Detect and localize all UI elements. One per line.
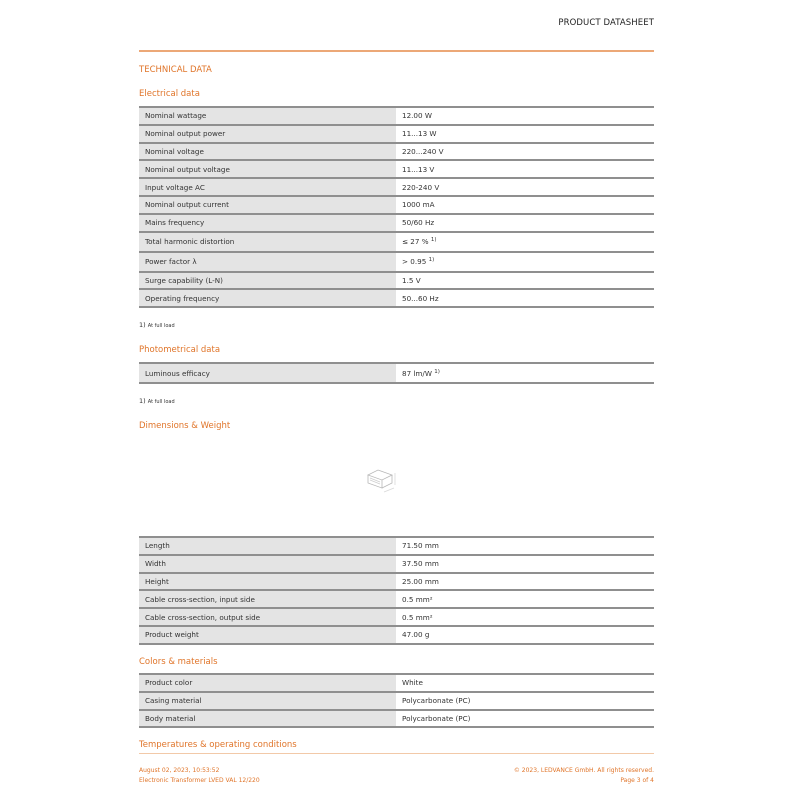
row-value: ≤ 27 % $^{1)}$ [396, 232, 654, 252]
table-row [139, 125, 654, 143]
row-label: Luminous efficacy [139, 363, 396, 383]
row-value: 50/60 Hz [396, 214, 654, 232]
table-row [139, 272, 654, 290]
section-title-technical-data: TECHNICAL DATA [139, 65, 212, 75]
datasheet-page [139, 0, 654, 800]
table-row [139, 363, 654, 383]
colors-materials-table [139, 673, 654, 728]
row-label: Mains frequency [139, 214, 396, 232]
row-value: White [396, 674, 654, 692]
document-type-label: PRODUCT DATASHEET [558, 18, 654, 28]
table-row [139, 590, 654, 608]
row-value: 11...13 W [396, 125, 654, 143]
row-label: Body material [139, 710, 396, 728]
row-label: Product color [139, 674, 396, 692]
row-label: Nominal output voltage [139, 160, 396, 178]
footnote-photometrical: 1) At full load [139, 397, 175, 405]
electrical-data-table [139, 106, 654, 308]
footnote-ref: 1) [434, 368, 440, 375]
table-row [139, 692, 654, 710]
row-value: 1.5 V [396, 272, 654, 290]
footer-page-number: Page 3 of 4 [620, 777, 654, 784]
row-value: 71.50 mm [396, 537, 654, 555]
product-drawing-icon [364, 467, 398, 495]
footnote-electrical: 1) At full load [139, 321, 175, 329]
row-label: Cable cross-section, input side [139, 590, 396, 608]
dimensions-data-table [139, 536, 654, 645]
table-row [139, 674, 654, 692]
row-label: Nominal output current [139, 196, 396, 214]
row-value: 50...60 Hz [396, 289, 654, 307]
section-title-colors-materials: Colors & materials [139, 657, 218, 667]
footer-timestamp: August 02, 2023, 10:53:52 [139, 767, 220, 774]
row-label: Height [139, 573, 396, 591]
row-value: Polycarbonate (PC) [396, 710, 654, 728]
table-row [139, 626, 654, 644]
row-label: Width [139, 555, 396, 573]
table-row [139, 107, 654, 125]
row-label: Length [139, 537, 396, 555]
row-value: 87 lm/W $^{1)}$ [396, 363, 654, 383]
table-row [139, 178, 654, 196]
table-row [139, 160, 654, 178]
table-row [139, 143, 654, 161]
row-value: 0.5 mm² [396, 608, 654, 626]
row-label: Total harmonic distortion [139, 232, 396, 252]
row-label: Operating frequency [139, 289, 396, 307]
section-title-temperatures: Temperatures & operating conditions [139, 740, 297, 750]
row-value: 47.00 g [396, 626, 654, 644]
header-divider [139, 50, 654, 52]
table-row [139, 608, 654, 626]
section-title-photometrical: Photometrical data [139, 345, 221, 355]
table-row [139, 289, 654, 307]
footnote-ref: 1) [430, 237, 437, 244]
table-row [139, 573, 654, 591]
row-value: 25.00 mm [396, 573, 654, 591]
footer-copyright: © 2023, LEDVANCE GmbH. All rights reserved. [513, 767, 654, 774]
table-row [139, 232, 654, 252]
row-value: 220...240 V [396, 143, 654, 161]
photometrical-data-table [139, 362, 654, 384]
row-label: Nominal output power [139, 125, 396, 143]
row-label: Power factor λ [139, 252, 396, 272]
row-value: 11...13 V [396, 160, 654, 178]
table-row [139, 214, 654, 232]
row-value: 0.5 mm² [396, 590, 654, 608]
row-label: Input voltage AC [139, 178, 396, 196]
row-value: 220-240 V [396, 178, 654, 196]
row-value: Polycarbonate (PC) [396, 692, 654, 710]
table-row [139, 555, 654, 573]
row-label: Cable cross-section, output side [139, 608, 396, 626]
section-divider [139, 753, 654, 754]
row-value: 37.50 mm [396, 555, 654, 573]
footnote-ref: 1) [428, 257, 435, 264]
table-row [139, 710, 654, 728]
section-title-electrical: Electrical data [139, 89, 200, 99]
row-value: 12.00 W [396, 107, 654, 125]
row-label: Nominal wattage [139, 107, 396, 125]
row-value: 1000 mA [396, 196, 654, 214]
footer-product-name: Electronic Transformer LVED VAL 12/220 [139, 777, 260, 784]
row-label: Product weight [139, 626, 396, 644]
table-row [139, 537, 654, 555]
row-label: Nominal voltage [139, 143, 396, 161]
section-title-dimensions: Dimensions & Weight [139, 421, 231, 431]
table-row [139, 196, 654, 214]
row-label: Casing material [139, 692, 396, 710]
row-value: > 0.95 $^{1)}$ [396, 252, 654, 272]
table-row [139, 252, 654, 272]
row-label: Surge capability (L-N) [139, 272, 396, 290]
